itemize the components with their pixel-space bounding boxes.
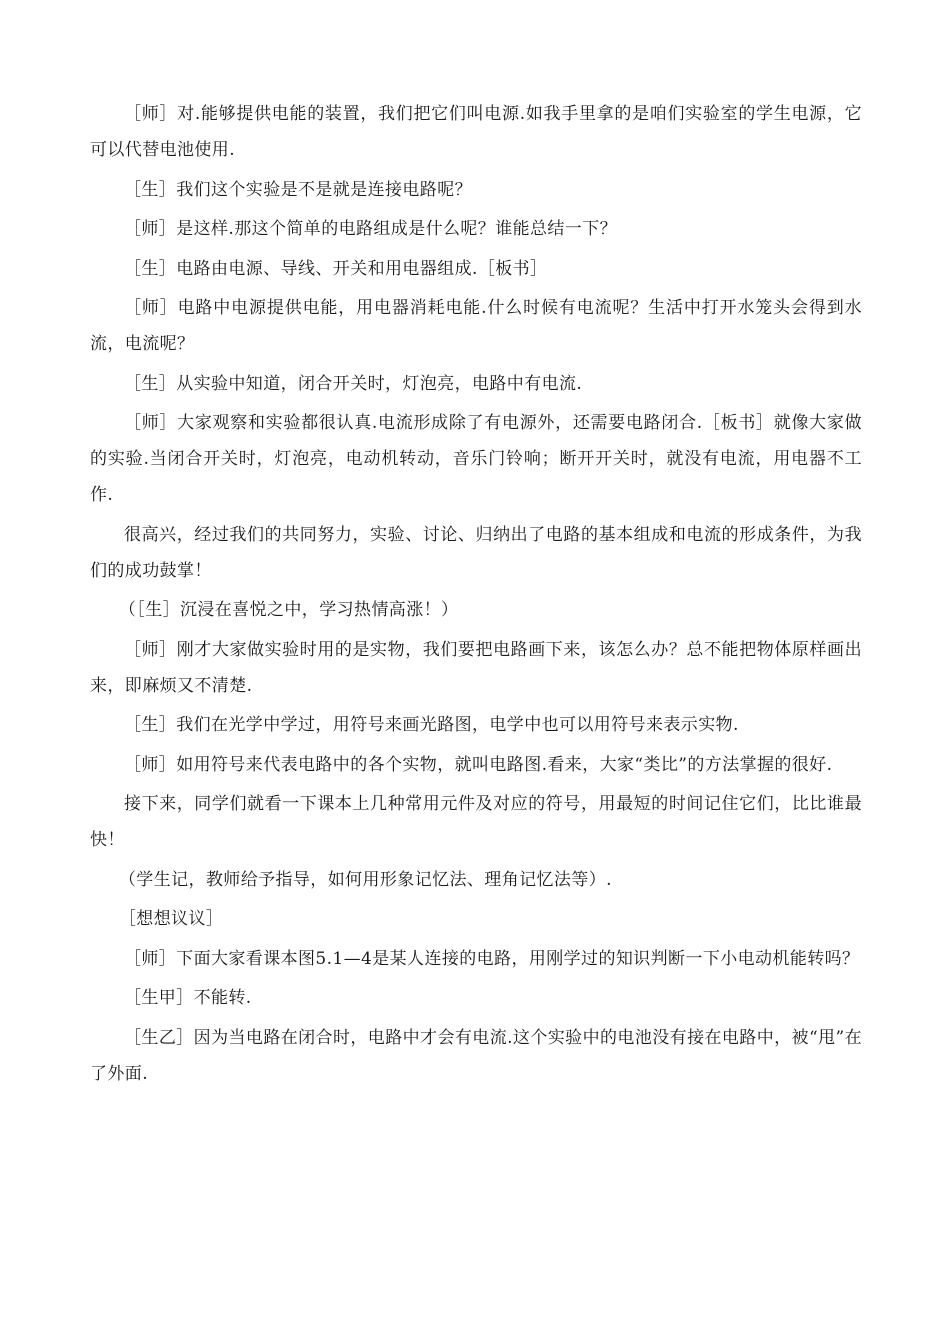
paragraph: 接下来，同学们就看一下课本上几种常用元件及对应的符号，用最短的时间记住它们，比比谁最快！ [90,794,862,850]
paragraph: ［生］电路由电源、导线、开关和用电器组成.［板书］ [124,258,548,279]
paragraph: ［师］下面大家看课本图5.1—4是某人连接的电路，用刚学过的知识判断一下小电动机能转吗？ [124,948,860,969]
paragraph: ［生甲］不能转. [124,988,252,1008]
paragraph: ［生乙］因为当电路在闭合时，电路中才会有电流.这个实验中的电池没有接在电路中，被“甩”在了外面. [90,1027,862,1084]
paragraph: ［师］刚才大家做实验时用的是实物，我们要把电路画下来，该怎么办？总不能把物体原样画出来，即麻烦又不清楚. [90,639,862,696]
paragraph: ［生］我们这个实验是不是就是连接电路呢？ [124,179,472,200]
paragraph: ［师］是这样.那这个简单的电路组成是什么呢？谁能总结一下？ [124,219,618,239]
paragraph: ［想想议议］ [118,909,224,929]
paragraph: ［师］如用符号来代表电路中的各个实物，就叫电路图.看来，大家“类比”的方法掌握的很好. [124,754,833,775]
paragraph: ［师］电路中电源提供电能，用电器消耗电能.什么时候有电流呢？生活中打开水笼头会得到水流，电流呢？ [90,298,862,354]
paragraph: （学生记，教师给予指导，如何用形象记忆法、理角记忆法等）. [118,869,612,890]
paragraph: ［生］我们在光学中学过，用符号来画光路图，电学中也可以用符号来表示实物. [124,715,739,735]
paragraph: ［生］从实验中知道，闭合开关时，灯泡亮，电路中有电流. [124,373,583,394]
document-page [90,96,862,1095]
paragraph: （［生］沉浸在喜悦之中，学习热情高涨！） [118,600,459,620]
paragraph: ［师］对.能够提供电能的装置，我们把它们叫电源.如我手里拿的是咱们实验室的学生电源，它可以代替电池使用. [90,104,862,160]
paragraph: ［师］大家观察和实验都很认真.电流形成除了有电源外，还需要电路闭合.［板书］就像大家做的实验.当闭合开关时，灯泡亮，电动机转动，音乐门铃响；断开开关时，就没有电流，用电器不工作. [90,413,862,505]
paragraph: 很高兴，经过我们的共同努力，实验、讨论、归纳出了电路的基本组成和电流的形成条件，为我们的成功鼓掌！ [90,524,862,581]
